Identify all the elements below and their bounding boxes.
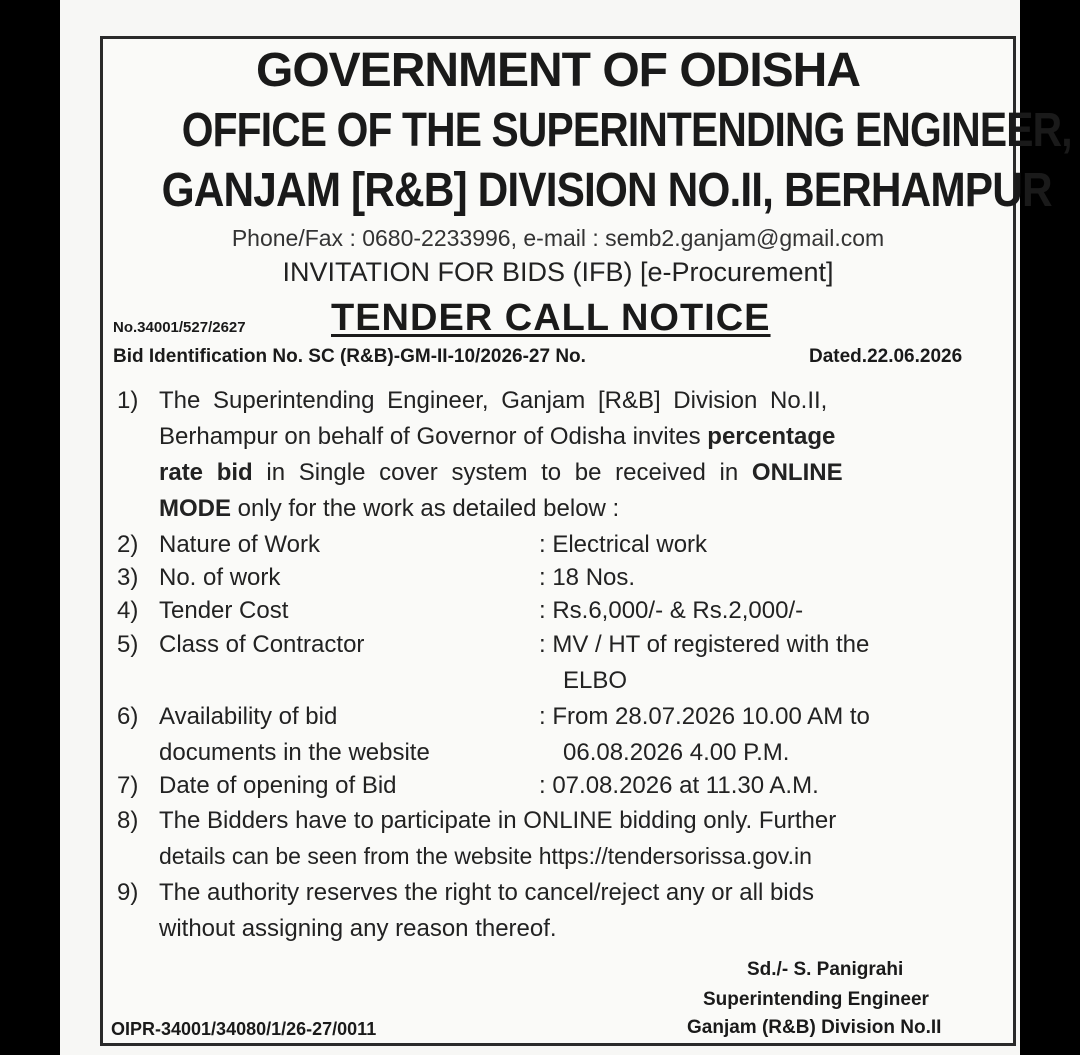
notice-title: TENDER CALL NOTICE [331,297,771,339]
item-1-emphasis-rate-bid: rate bid [159,459,253,486]
oipr-number: OIPR-34001/34080/1/26-27/0011 [111,1019,377,1039]
item-8-line2: details can be seen from the website https://tendersorissa.gov.in [159,843,812,869]
item-6-label: Availability of bid [159,703,338,730]
tender-notice [100,36,1072,1046]
item-1-line3-text: in Single cover system to be received in [252,459,752,486]
header-office: OFFICE OF THE SUPERINTENDING ENGINEER, [181,104,1072,157]
item-1-number: 1) [117,387,139,414]
item-2-value: : Electrical work [539,531,708,558]
item-6-number: 6) [117,703,139,730]
item-8-line1: The Bidders have to participate in ONLINE bidding only. Further [159,807,837,834]
item-2-label: Nature of Work [159,531,320,558]
item-7-value: : 07.08.2026 at 11.30 A.M. [539,772,819,799]
item-5-number: 5) [117,631,139,658]
item-7-number: 7) [117,772,139,799]
item-5-label: Class of Contractor [159,631,365,658]
signature-name: Sd./- S. Panigrahi [747,959,904,980]
item-1-emphasis-percentage: percentage [707,423,836,450]
item-3-label: No. of work [159,564,281,591]
item-6-value-cont: 06.08.2026 4.00 P.M. [563,739,790,766]
item-1-line4 [159,495,619,523]
item-1-line3 [159,459,843,487]
item-1-line2-text: Berhampur on behalf of Governor of Odisha invites [159,423,708,450]
item-6-label-cont: documents in the website [159,739,430,766]
notice-date: Dated.22.06.2026 [809,346,963,367]
item-9-number: 9) [117,879,139,906]
signature-designation: Superintending Engineer [703,989,929,1010]
header-government: GOVERNMENT OF ODISHA [255,44,861,97]
signature-office: Ganjam (R&B) Division No.II [687,1017,942,1038]
item-2-number: 2) [117,531,139,558]
item-4-value: : Rs.6,000/- & Rs.2,000/- [539,597,804,624]
reference-number: No.34001/527/2627 [113,319,246,336]
item-6-value: : From 28.07.2026 10.00 AM to [539,703,870,730]
item-8-number: 8) [117,807,139,834]
item-4-number: 4) [117,597,139,624]
bid-identification: Bid Identification No. SC (R&B)-GM-II-10/2026-27 No. [113,346,586,367]
item-9-line1: The authority reserves the right to cancel/reject any or all bids [159,879,814,906]
item-1-emphasis-mode: MODE [159,495,231,522]
item-3-number: 3) [117,564,139,591]
item-7-label: Date of opening of Bid [159,772,397,799]
header-ifb: INVITATION FOR BIDS (IFB) [e-Procurement] [282,257,834,287]
item-4-label: Tender Cost [159,597,289,624]
item-1-line2 [159,423,835,451]
item-3-value: : 18 Nos. [539,564,636,591]
item-1-line4-text: only for the work as detailed below : [231,495,620,522]
item-5-value-cont: ELBO [563,667,628,694]
header-contact: Phone/Fax : 0680-2233996, e-mail : semb2.ganjam@gmail.com [231,225,885,251]
item-9-line2: without assigning any reason thereof. [159,915,557,942]
item-1-emphasis-online: ONLINE [751,459,843,486]
header-division: GANJAM [R&B] DIVISION NO.II, BERHAMPUR [161,164,1052,217]
item-1-line1: The Superintending Engineer, Ganjam [R&B] Division No.II, [159,387,828,414]
item-5-value: : MV / HT of registered with the [539,631,870,658]
